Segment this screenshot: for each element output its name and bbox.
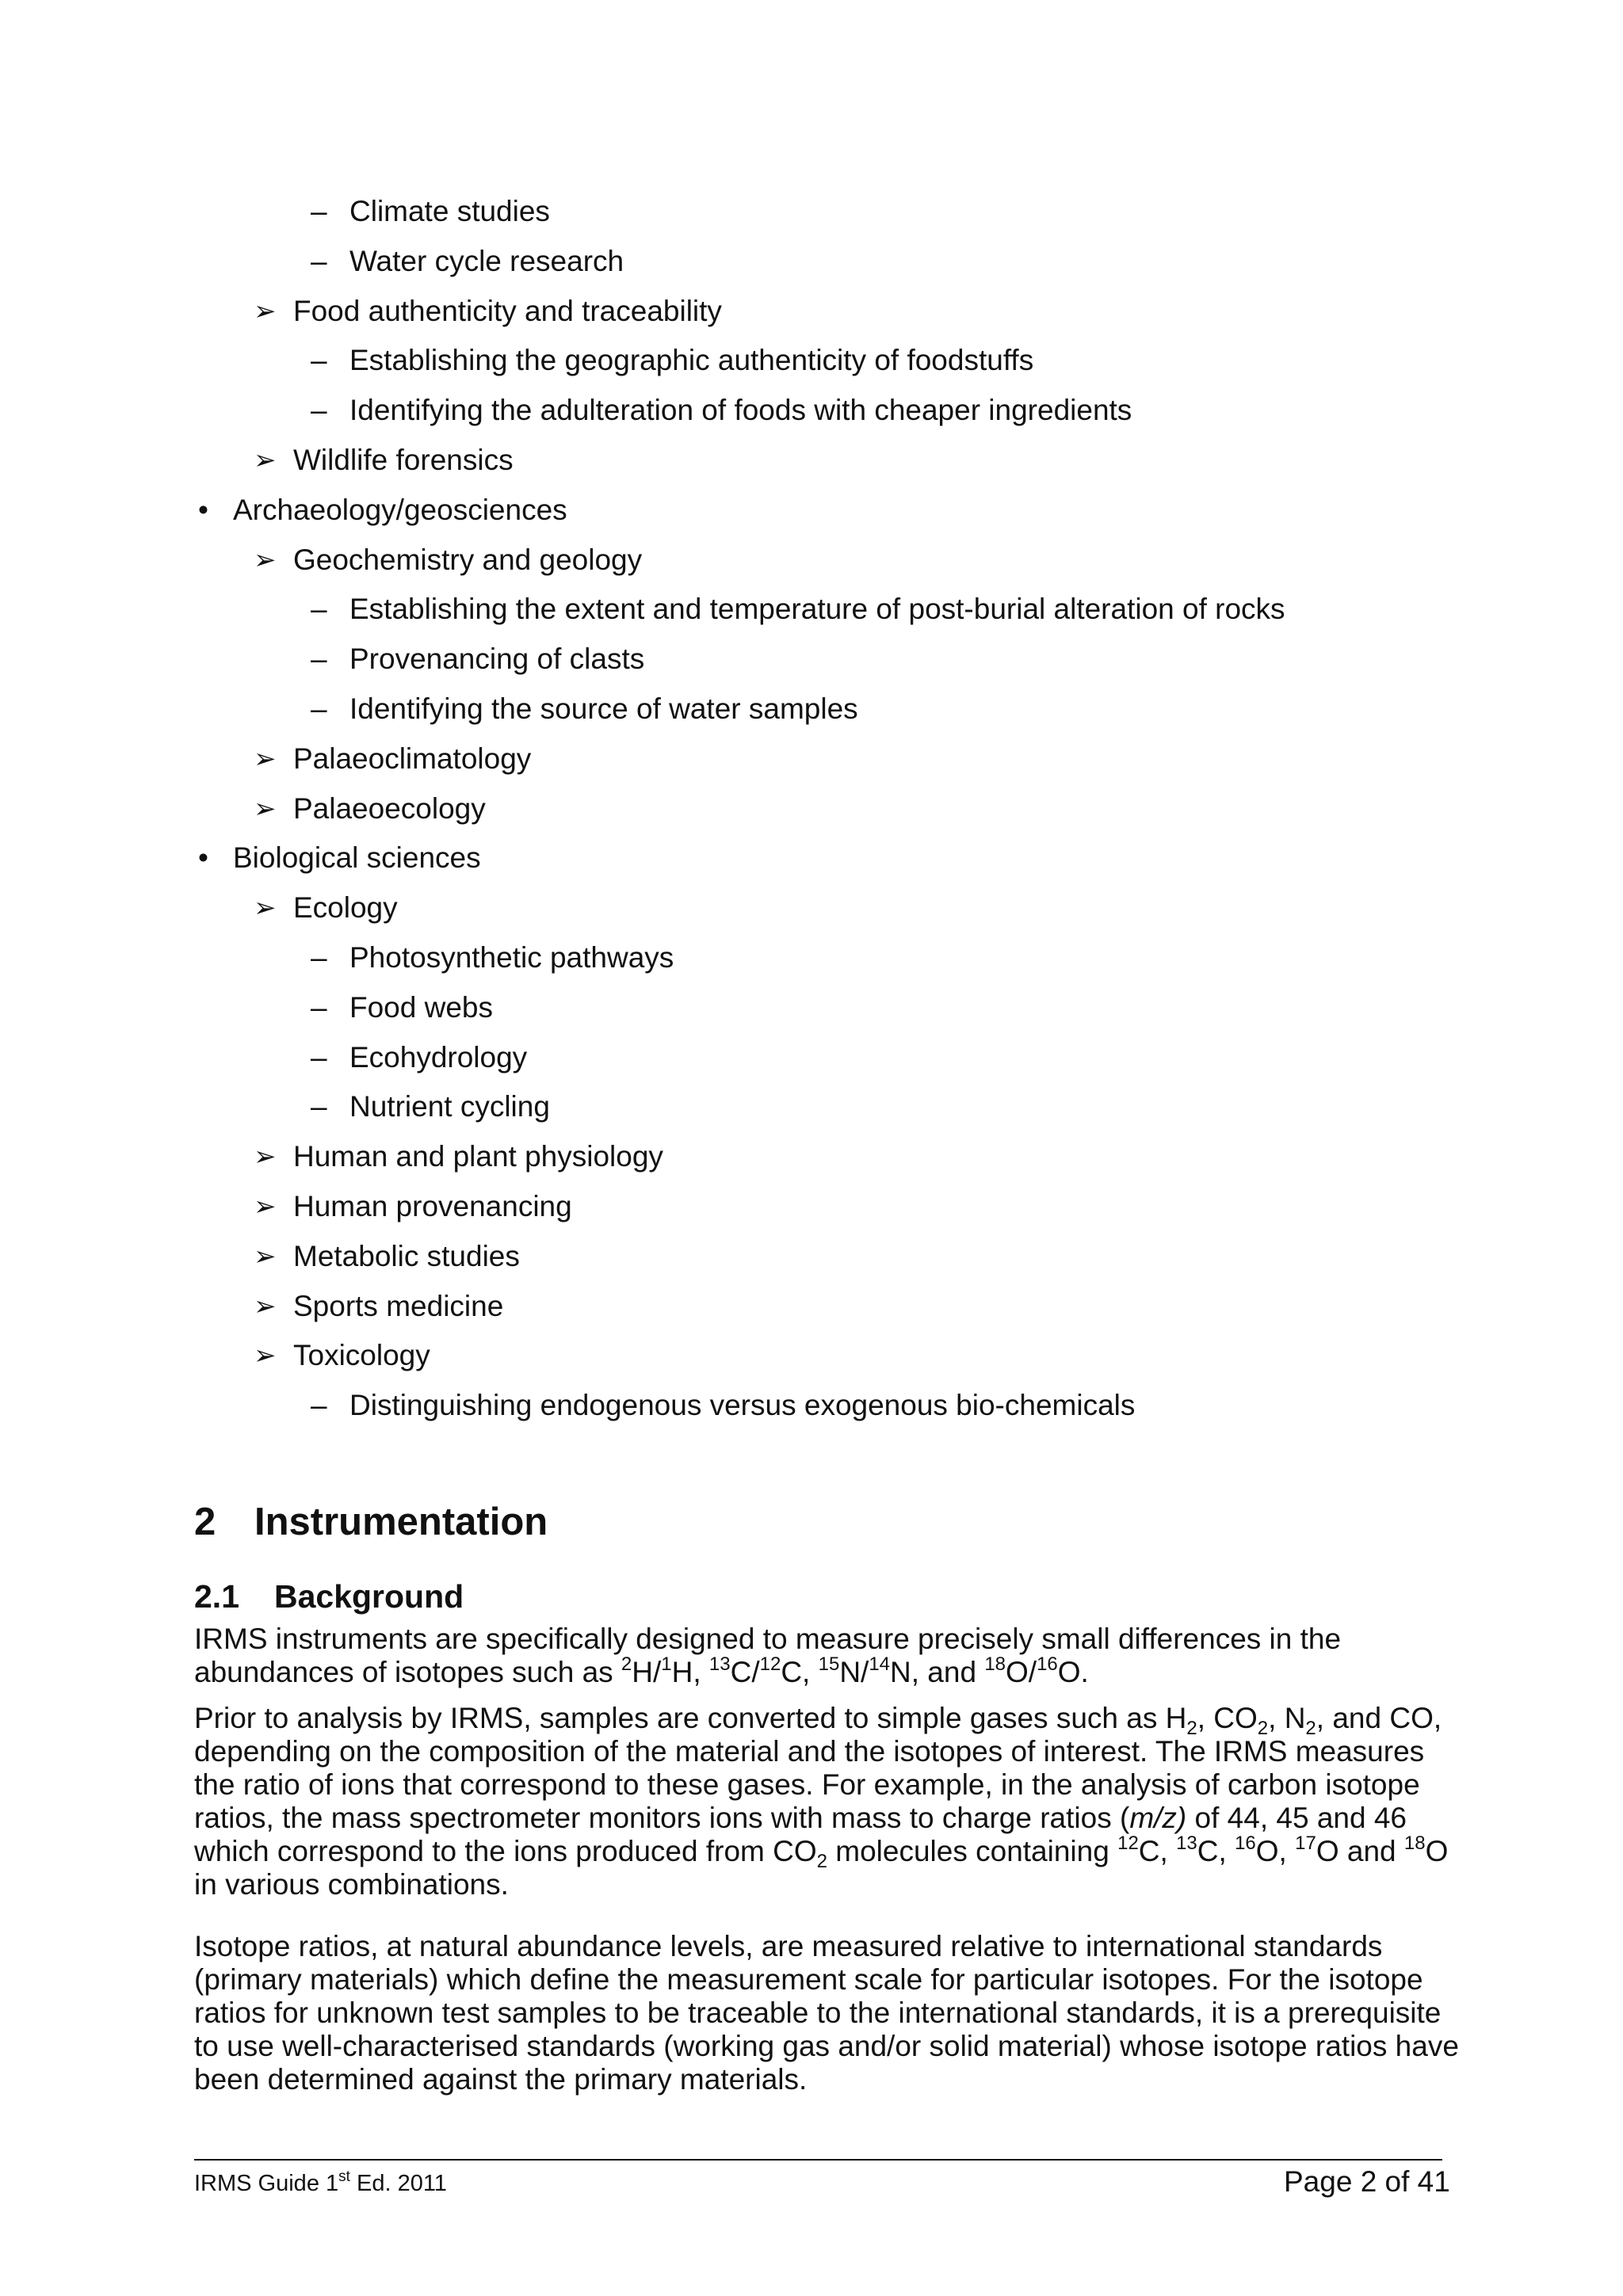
superscript: 18 <box>1403 1833 1426 1854</box>
text-run: ratios, the mass spectrometer monitors ions with mass to charge ratios ( <box>194 1802 1130 1834</box>
paragraph-line: (primary materials) which define the measurement scale for particular isotopes. For the isotope <box>194 1963 1423 1996</box>
arrow-bullet-icon: ➢ <box>254 893 277 923</box>
list-item: Palaeoclimatology <box>293 742 532 775</box>
text-run: N, and <box>890 1656 985 1688</box>
bullet-marker: • <box>198 841 208 874</box>
list-item: Distinguishing endogenous versus exogenous bio-chemicals <box>349 1389 1136 1421</box>
paragraph-line: IRMS instruments are specifically designed to measure precisely small differences in the <box>194 1623 1342 1655</box>
text-run: C, <box>781 1656 819 1688</box>
list-item: Human provenancing <box>293 1190 572 1222</box>
list-item: Food authenticity and traceability <box>293 295 722 327</box>
superscript: 12 <box>1117 1833 1139 1854</box>
subscript: 2 <box>1305 1718 1316 1739</box>
superscript: 13 <box>1176 1833 1197 1854</box>
arrow-bullet-icon: ➢ <box>254 1341 277 1371</box>
dash-marker: – <box>311 1041 327 1074</box>
list-item: Water cycle research <box>349 245 624 277</box>
paragraph-1 <box>194 1623 1526 1689</box>
footer-page-number: Page 2 of 41 <box>1284 2165 1450 2198</box>
section-title: Instrumentation <box>254 1501 548 1543</box>
text-run: C, <box>1197 1835 1235 1867</box>
list-item: Palaeoecology <box>293 792 486 825</box>
dash-marker: – <box>311 195 327 227</box>
paragraph-3 <box>194 1930 1526 2096</box>
superscript: 1 <box>661 1653 672 1675</box>
subscript: 2 <box>1257 1718 1269 1739</box>
list-item: Establishing the geographic authenticity of foodstuffs <box>349 344 1034 376</box>
dash-marker: – <box>311 394 327 426</box>
footer-guide-sup: st <box>338 2168 350 2185</box>
paragraph-2 <box>194 1702 1526 1901</box>
text-run: O/ <box>1006 1656 1037 1688</box>
dash-marker: – <box>311 593 327 625</box>
italic-text: m/z) <box>1129 1802 1187 1834</box>
paragraph-line: Isotope ratios, at natural abundance levels, are measured relative to international standards <box>194 1930 1383 1962</box>
text-run: O and <box>1316 1835 1404 1867</box>
list-item: Human and plant physiology <box>293 1140 663 1173</box>
superscript: 17 <box>1295 1833 1316 1854</box>
superscript: 13 <box>708 1653 731 1675</box>
list-item: Toxicology <box>293 1339 430 1371</box>
superscript: 12 <box>759 1653 781 1675</box>
text-run: O <box>1425 1835 1449 1867</box>
arrow-bullet-icon: ➢ <box>254 1291 277 1322</box>
dash-marker: – <box>311 1389 327 1421</box>
footer-guide-edition <box>194 2168 447 2197</box>
text-run: Prior to analysis by IRMS, samples are converted to simple gases such as H <box>194 1702 1187 1734</box>
superscript: 16 <box>1235 1833 1256 1854</box>
arrow-bullet-icon: ➢ <box>254 1192 277 1222</box>
text-run: O. <box>1057 1656 1089 1688</box>
list-item: Identifying the source of water samples <box>349 692 858 725</box>
subsection-title: Background <box>274 1578 464 1615</box>
text-run: C, <box>1138 1835 1177 1867</box>
section-number: 2 <box>194 1501 216 1543</box>
dash-marker: – <box>311 344 327 376</box>
list-item: Climate studies <box>349 195 550 227</box>
section-heading <box>194 1500 548 1544</box>
paragraph-line: ratios for unknown test samples to be traceable to the international standards, it is a prerequisite <box>194 1997 1442 2029</box>
paragraph-line <box>194 1653 1526 1689</box>
arrow-bullet-icon: ➢ <box>254 794 277 824</box>
list-item: Nutrient cycling <box>349 1090 550 1123</box>
list-item: Ecology <box>293 891 398 924</box>
text-run: , CO <box>1197 1702 1258 1734</box>
text-run: H, <box>671 1656 709 1688</box>
list-item: Food webs <box>349 991 493 1024</box>
paragraph-line: been determined against the primary materials. <box>194 2063 808 2096</box>
paragraph-line <box>194 1833 1526 1872</box>
list-item: Identifying the adulteration of foods with cheaper ingredients <box>349 394 1132 426</box>
subsection-number: 2.1 <box>194 1578 239 1615</box>
text-run: , and CO, <box>1316 1702 1442 1734</box>
paragraph-line <box>194 1802 1526 1835</box>
dash-marker: – <box>311 643 327 675</box>
footer-rule <box>194 2159 1442 2161</box>
superscript: 15 <box>818 1653 840 1675</box>
arrow-bullet-icon: ➢ <box>254 296 277 326</box>
dash-marker: – <box>311 941 327 974</box>
arrow-bullet-icon: ➢ <box>254 744 277 774</box>
subsection-heading <box>194 1578 464 1615</box>
text-run: abundances of isotopes such as <box>194 1656 621 1688</box>
dash-marker: – <box>311 991 327 1024</box>
text-run: , N <box>1268 1702 1306 1734</box>
arrow-bullet-icon: ➢ <box>254 1241 277 1272</box>
text-run: N/ <box>839 1656 869 1688</box>
arrow-bullet-icon: ➢ <box>254 545 277 575</box>
superscript: 18 <box>984 1653 1006 1675</box>
text-run: molecules containing <box>827 1835 1118 1867</box>
list-item: Geochemistry and geology <box>293 543 643 576</box>
arrow-bullet-icon: ➢ <box>254 1142 277 1172</box>
text-run: O, <box>1255 1835 1296 1867</box>
list-item: Archaeology/geosciences <box>233 494 567 526</box>
list-item: Wildlife forensics <box>293 444 514 476</box>
list-item: Sports medicine <box>293 1290 504 1322</box>
paragraph-line: to use well-characterised standards (working gas and/or solid material) whose isotope ratios have <box>194 2030 1459 2062</box>
footer-guide-suffix: Ed. 2011 <box>349 2171 447 2196</box>
list-item: Biological sciences <box>233 841 481 874</box>
list-item: Metabolic studies <box>293 1240 520 1272</box>
footer-guide-prefix: IRMS Guide 1 <box>194 2171 339 2196</box>
list-item: Ecohydrology <box>349 1041 528 1074</box>
dash-marker: – <box>311 692 327 725</box>
arrow-bullet-icon: ➢ <box>254 445 277 475</box>
paragraph-line: in various combinations. <box>194 1868 509 1901</box>
dash-marker: – <box>311 245 327 277</box>
bullet-marker: • <box>198 494 208 526</box>
superscript: 2 <box>621 1653 632 1675</box>
superscript: 14 <box>869 1653 891 1675</box>
list-item: Provenancing of clasts <box>349 643 645 675</box>
subscript: 2 <box>1186 1718 1197 1739</box>
text-run: C/ <box>730 1656 760 1688</box>
dash-marker: – <box>311 1090 327 1123</box>
text-run: of 44, 45 and 46 <box>1186 1802 1407 1834</box>
text-run: which correspond to the ions produced from CO <box>194 1835 817 1867</box>
list-item: Establishing the extent and temperature of post-burial alteration of rocks <box>349 593 1285 625</box>
superscript: 16 <box>1037 1653 1058 1675</box>
paragraph-line <box>194 1702 1526 1739</box>
list-item: Photosynthetic pathways <box>349 941 674 974</box>
subscript: 2 <box>816 1851 827 1872</box>
text-run: H/ <box>632 1656 662 1688</box>
paragraph-line: depending on the composition of the material and the isotopes of interest. The IRMS measures <box>194 1735 1425 1768</box>
paragraph-line: the ratio of ions that correspond to these gases. For example, in the analysis of carbon isotope <box>194 1768 1420 1801</box>
